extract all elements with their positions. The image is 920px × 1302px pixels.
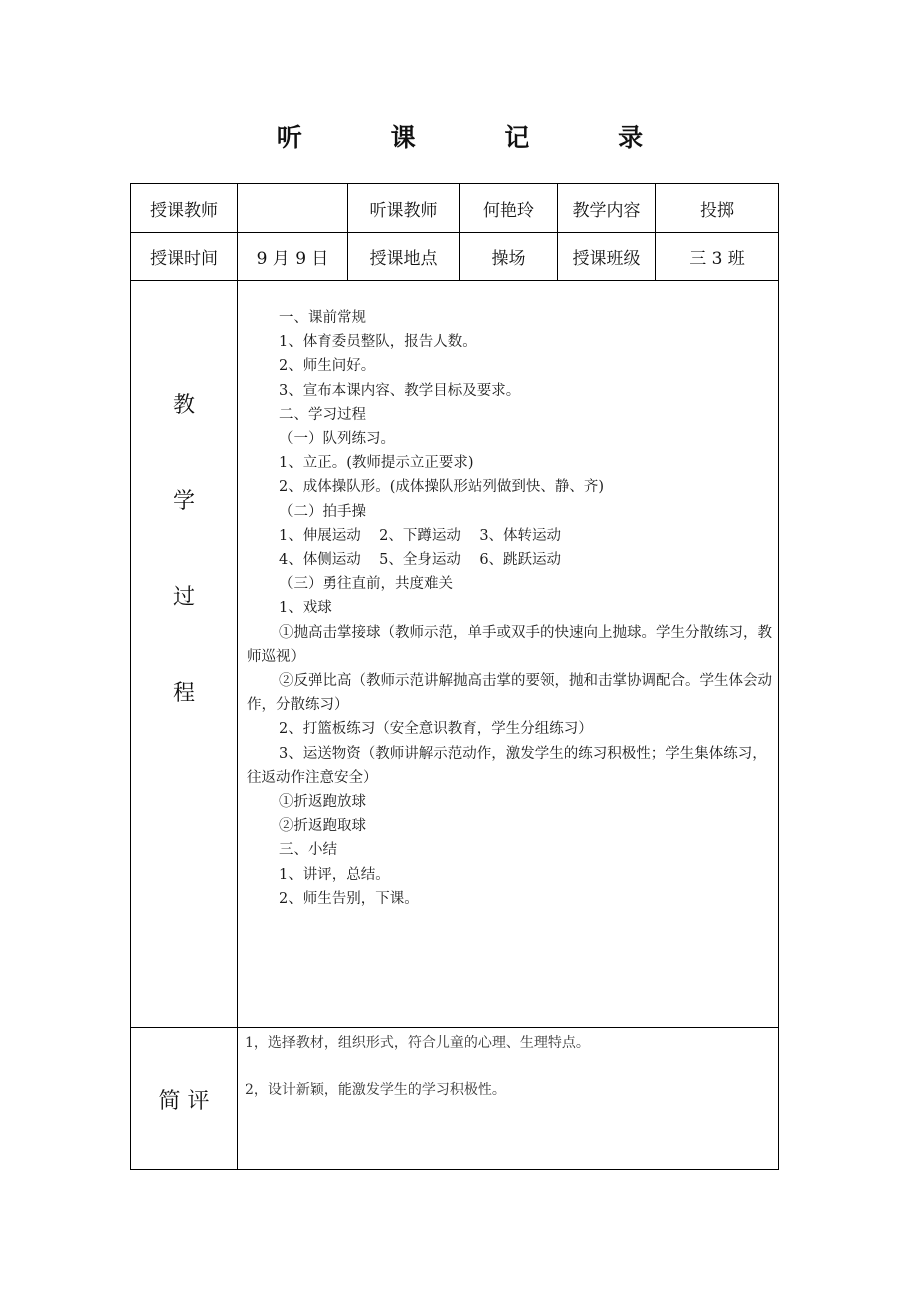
process-line: ②折返跑取球 <box>279 818 366 835</box>
process-line: 二、学习过程 <box>279 406 366 423</box>
process-line: ①抛高击掌接球（教师示范，单手或双手的快速向上抛球。学生分散练习，教师巡视） <box>247 624 772 665</box>
process-line: 1、立正。(教师提示立正要求) <box>279 455 474 472</box>
process-line: 2、成体操队形。(成体操队形站列做到快、静、齐) <box>279 479 605 496</box>
review-item: 2，设计新颖，能激发学生的学习积极性。 <box>245 1082 506 1098</box>
process-line: 2、师生问好。 <box>279 358 376 375</box>
title-char: 录 <box>618 123 644 152</box>
process-line: （二）拍手操 <box>279 503 366 520</box>
observer-value: 何艳玲 <box>483 200 534 221</box>
time-label: 授课时间 <box>150 249 218 269</box>
process-line: 1、体育委员整队，报告人数。 <box>279 334 477 351</box>
teacher-label: 授课教师 <box>150 200 218 221</box>
process-line: 三、小结 <box>279 842 337 859</box>
observer-label: 听课教师 <box>369 200 438 221</box>
title-char: 记 <box>504 123 530 152</box>
process-line: 3、运送物资（教师讲解示范动作，激发学生的练习积极性；学生集体练习，往返动作注意安全） <box>247 745 767 786</box>
process-line: 1、戏球 <box>279 600 332 617</box>
process-line: 1、伸展运动 2、下蹲运动 3、体转运动 <box>279 527 562 544</box>
process-line: 3、宣布本课内容、教学目标及要求。 <box>279 382 521 399</box>
teacher-value <box>238 184 347 232</box>
process-label-char: 程 <box>172 681 195 706</box>
title-char: 课 <box>390 123 416 152</box>
process-line: 2、打篮板练习（安全意识教育，学生分组练习） <box>279 721 593 738</box>
observation-table <box>130 183 779 1170</box>
class-value: 三 3 班 <box>689 249 745 269</box>
review-label: 简 评 <box>158 1089 210 1114</box>
process-line: （一）队列练习。 <box>279 431 395 448</box>
process-line: 一、课前常规 <box>279 310 366 326</box>
process-line: 2、师生告别，下课。 <box>279 890 419 907</box>
column-divider <box>237 184 238 1169</box>
process-line: （三）勇往直前，共度难关 <box>279 576 453 593</box>
time-value: 9 月 9 日 <box>256 249 329 269</box>
page-title <box>0 118 920 154</box>
process-line: ②反弹比高（教师示范讲解抛高击掌的要领，抛和击掌协调配合。学生体会动作，分散练习） <box>247 673 772 714</box>
content-value: 投掷 <box>700 200 734 221</box>
process-label-char: 教 <box>172 393 195 418</box>
place-label: 授课地点 <box>369 249 438 269</box>
content-label: 教学内容 <box>572 200 641 221</box>
place-value: 操场 <box>491 249 526 269</box>
row-divider <box>131 1027 778 1028</box>
class-label: 授课班级 <box>572 249 641 269</box>
process-line: 4、体侧运动 5、全身运动 6、跳跃运动 <box>279 552 562 569</box>
process-label-char: 过 <box>172 585 195 610</box>
teaching-process <box>247 306 773 911</box>
process-line: ①折返跑放球 <box>279 794 366 811</box>
process-line: 1、讲评，总结。 <box>279 866 390 883</box>
row-divider <box>131 280 778 281</box>
review-item: 1，选择教材，组织形式，符合儿童的心理、生理特点。 <box>245 1035 590 1051</box>
process-label-char: 学 <box>172 489 195 514</box>
title-char: 听 <box>276 123 302 152</box>
